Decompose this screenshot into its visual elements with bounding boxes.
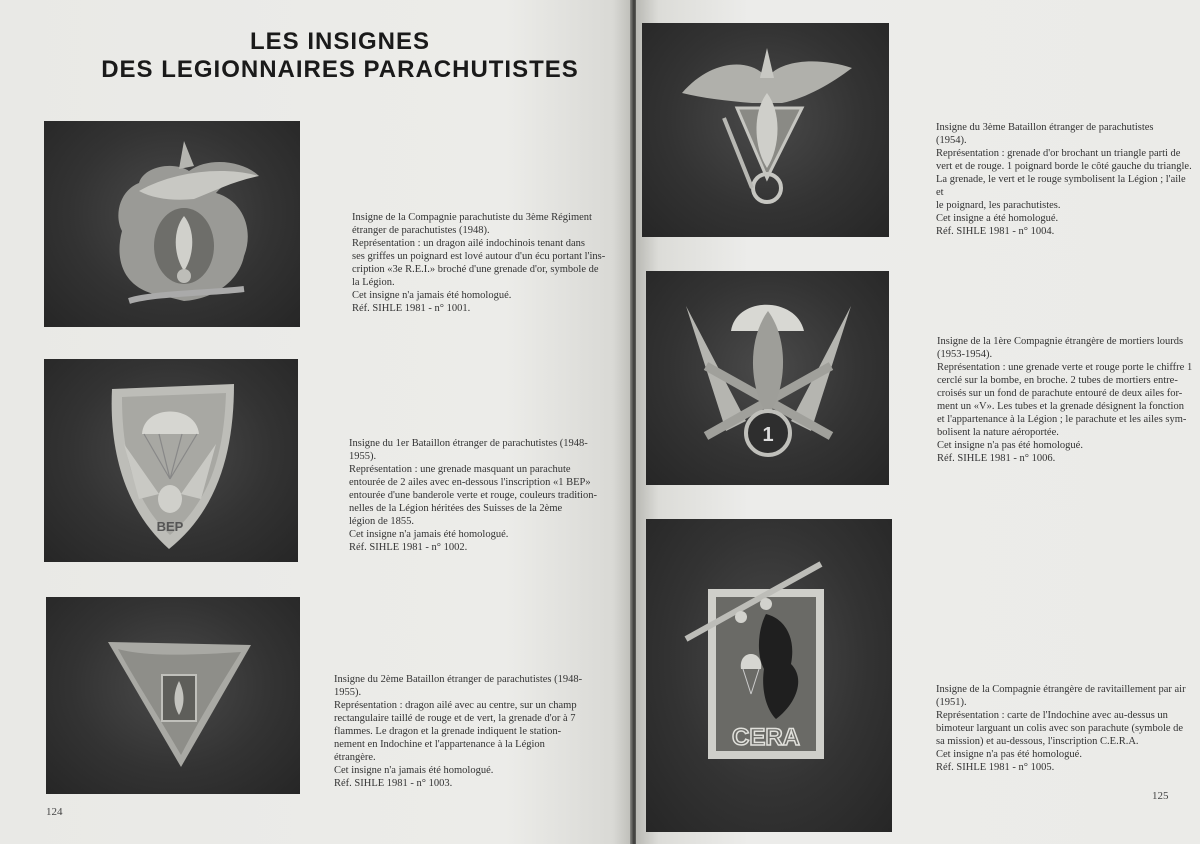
caption-line: sa mission) et au-dessous, l'inscription C.E.R.A. — [936, 736, 1139, 747]
caption-insignia-1003 — [334, 673, 614, 790]
caption-line: Représentation : grenade d'or brochant un triangle parti de — [936, 148, 1181, 159]
caption-line: rectangulaire taillé de rouge et de vert, la grenade d'or à 7 — [334, 713, 576, 724]
caption-line: Insigne de la Compagnie parachutiste du 3ème Régiment — [352, 212, 592, 223]
caption-line: Cet insigne n'a jamais été homologué. — [334, 765, 494, 776]
shield-insignia-icon — [44, 359, 298, 562]
caption-line: Réf. SIHLE 1981 - n° 1001. — [352, 303, 471, 314]
caption-line: Réf. SIHLE 1981 - n° 1004. — [936, 226, 1055, 237]
caption-line: ment un «V». Les tubes et la grenade désignent la fonction — [937, 401, 1184, 412]
caption-line: le poignard, les parachutistes. — [936, 200, 1061, 211]
caption-line: Insigne de la Compagnie étrangère de ravitaillement par air — [936, 684, 1186, 695]
caption-line: ses griffes un poignard est lové autour d'un écu portant l'ins- — [352, 251, 606, 262]
cera-photo-text: CERA — [731, 724, 801, 751]
caption-line: cription «3e R.E.I.» broché d'une grenade d'or, symbole de — [352, 264, 599, 275]
caption-line: entourée de 2 ailes avec en-dessous l'inscription «1 BEP» — [349, 477, 591, 488]
caption-line: Insigne du 3ème Bataillon étranger de parachutistes — [936, 122, 1154, 133]
caption-insignia-1001 — [352, 211, 617, 315]
page-number-right: 125 — [1152, 790, 1169, 802]
caption-line: nelles de la Légion héritées des Suisses de la 2ème — [349, 503, 563, 514]
winged-grenade-insignia-icon — [642, 23, 889, 237]
mortar-insignia-icon — [646, 271, 889, 485]
right-page — [636, 0, 1200, 844]
caption-line: et l'appartenance à la Légion ; le parachute et les ailes sym- — [937, 414, 1187, 425]
caption-line: Cet insigne n'a jamais été homologué. — [349, 529, 509, 540]
caption-insignia-1005 — [936, 683, 1198, 774]
caption-line: Représentation : carte de l'Indochine avec au-dessus un — [936, 710, 1168, 721]
caption-line: cerclé sur la bombe, en broche. 2 tubes de mortiers entre- — [937, 375, 1178, 386]
caption-line: Cet insigne n'a pas été homologué. — [936, 749, 1082, 760]
caption-line: Insigne de la 1ère Compagnie étrangère de mortiers lourds — [937, 336, 1184, 347]
page-number-left: 124 — [46, 806, 63, 818]
caption-line: La grenade, le vert et le rouge symbolisent la Légion ; l'aile et — [936, 174, 1186, 198]
bep-photo-text: BEP — [156, 519, 184, 534]
caption-line: (1953-1954). — [937, 349, 993, 360]
caption-line: Représentation : une grenade masquant un parachute — [349, 464, 571, 475]
caption-line: Cet insigne n'a pas été homologué. — [937, 440, 1083, 451]
triangle-insignia-icon — [46, 597, 300, 794]
insignia-photo-3rei-dragon — [44, 121, 300, 327]
caption-insignia-1006 — [937, 335, 1195, 465]
cera-insignia-icon — [646, 519, 892, 832]
caption-line: Réf. SIHLE 1981 - n° 1006. — [937, 453, 1056, 464]
caption-line: Représentation : une grenade verte et rouge porte le chiffre 1 — [937, 362, 1193, 373]
insignia-photo-1bep — [44, 359, 298, 562]
page-title-line-2: DES LEGIONNAIRES PARACHUTISTES — [101, 56, 579, 83]
caption-line: nement en Indochine et l'appartenance à la Légion — [334, 739, 545, 750]
caption-line: 1955). — [349, 451, 377, 462]
caption-line: bimoteur larguant un colis avec son parachute (symbole de — [936, 723, 1184, 734]
caption-line: Représentation : dragon ailé avec au centre, sur un champ — [334, 700, 577, 711]
caption-line: Insigne du 2ème Bataillon étranger de parachutistes (1948- — [334, 674, 583, 685]
caption-line: Réf. SIHLE 1981 - n° 1005. — [936, 762, 1055, 773]
dragon-insignia-icon — [44, 121, 300, 327]
mortar-photo-number: 1 — [762, 424, 774, 446]
caption-line: Réf. SIHLE 1981 - n° 1003. — [334, 778, 453, 789]
caption-line: Représentation : un dragon ailé indochinois tenant dans — [352, 238, 585, 249]
caption-line: Cet insigne n'a jamais été homologué. — [352, 290, 512, 301]
caption-line: (1954). — [936, 135, 967, 146]
caption-line: étrangère. — [334, 752, 376, 763]
insignia-photo-cera — [646, 519, 892, 832]
caption-line: flammes. Le dragon et la grenade indiquent le station- — [334, 726, 562, 737]
caption-line: Insigne du 1er Bataillon étranger de parachutistes (1948- — [349, 438, 588, 449]
caption-line: entourée d'une banderole verte et rouge, couleurs tradition- — [349, 490, 597, 501]
caption-line: 1955). — [334, 687, 362, 698]
page-title-line-1: LES INSIGNES — [249, 28, 431, 55]
insignia-photo-3bep — [642, 23, 889, 237]
caption-line: bolisent la nature aéroportée. — [937, 427, 1059, 438]
caption-line: légion de 1855. — [349, 516, 415, 527]
caption-line: étranger de parachutistes (1948). — [352, 225, 490, 236]
insignia-photo-2bep-triangle — [46, 597, 300, 794]
caption-line: croisés sur un fond de parachute entouré de deux ailes for- — [937, 388, 1183, 399]
caption-line: Réf. SIHLE 1981 - n° 1002. — [349, 542, 468, 553]
caption-insignia-1002 — [349, 437, 614, 554]
caption-line: Cet insigne a été homologué. — [936, 213, 1059, 224]
caption-line: vert et de rouge. 1 poignard borde le côté gauche du triangle. — [936, 161, 1192, 172]
caption-insignia-1004 — [936, 121, 1194, 238]
caption-line: la Légion. — [352, 277, 395, 288]
insignia-photo-1cemlp — [646, 271, 889, 485]
caption-line: (1951). — [936, 697, 967, 708]
